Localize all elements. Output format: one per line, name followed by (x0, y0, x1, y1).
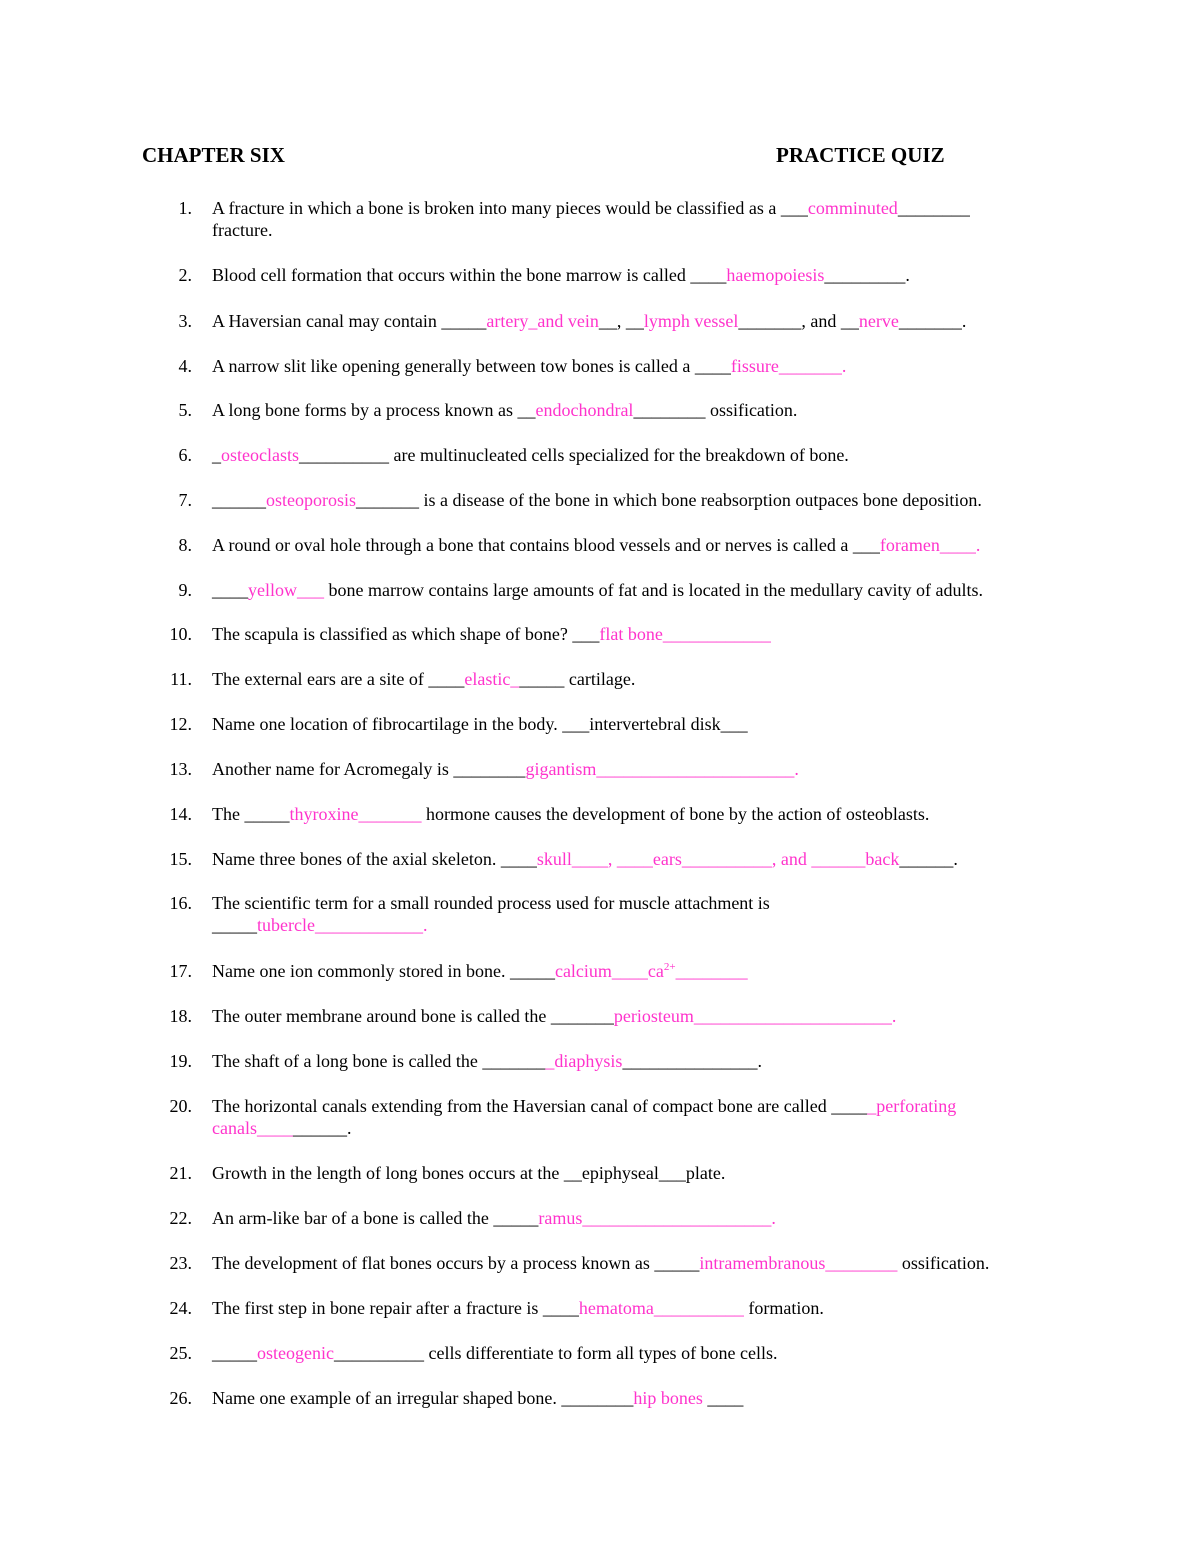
answer-text: nerve (858, 311, 899, 331)
answer-text: lymph vessel (643, 311, 739, 331)
question-number: 22. (169, 1208, 192, 1228)
answer-text: endochondral (535, 400, 634, 420)
prompt-text: The _____ (212, 804, 290, 824)
question-line (212, 444, 1072, 466)
question-text (212, 1297, 1072, 1319)
prompt-text: Name one location of fibrocartilage in the body. ___intervertebral disk___ (212, 714, 748, 734)
answer-text: yellow___ (248, 580, 324, 600)
prompt-text: The external ears are a site of ____ (212, 669, 465, 689)
prompt-text: ______ (212, 490, 266, 510)
question-line (212, 1387, 1072, 1409)
question-text (212, 758, 1072, 780)
question-text (212, 892, 1072, 936)
question-text (212, 1050, 1072, 1072)
question-number: 19. (169, 1051, 192, 1071)
prompt-text: _______. (898, 311, 967, 331)
question-line (212, 1297, 1072, 1319)
question-number: 11. (170, 669, 192, 689)
answer-text: ramus_____________________. (538, 1208, 776, 1228)
question-number: 20. (169, 1096, 192, 1116)
answer-text: periosteum______________________. (613, 1006, 897, 1026)
question-text (212, 1162, 1072, 1184)
question-number: 26. (169, 1388, 192, 1408)
prompt-text: _ (212, 445, 221, 465)
prompt-text: hormone causes the development of bone by the action of osteoblasts. (421, 804, 930, 824)
question-text (212, 1005, 1072, 1027)
prompt-text: Blood cell formation that occurs within the bone marrow is called ____ (212, 265, 727, 285)
prompt-text: ossification. (897, 1253, 990, 1273)
answer-text: elastic_ (464, 669, 520, 689)
question-text (212, 1387, 1072, 1409)
prompt-text: ______. (292, 1118, 352, 1138)
quiz-title: PRACTICE QUIZ (776, 143, 945, 167)
prompt-text: ________ ossification. (633, 400, 798, 420)
question-text (212, 713, 1072, 735)
answer-text: _perforating (867, 1096, 957, 1116)
question-number: 23. (169, 1253, 192, 1273)
question-number: 25. (169, 1343, 192, 1363)
prompt-text: Name one example of an irregular shaped bone. ________ (212, 1388, 634, 1408)
prompt-text: formation. (743, 1298, 824, 1318)
answer-text: comminuted (807, 198, 898, 218)
prompt-text: Another name for Acromegaly is ________ (212, 759, 526, 779)
answer-text: gigantism______________________. (525, 759, 799, 779)
prompt-text: The horizontal canals extending from the Haversian canal of compact bone are called ____ (212, 1096, 868, 1116)
question-text (212, 1342, 1072, 1364)
prompt-text: bone marrow contains large amounts of fat and is located in the medullary cavity of adults. (324, 580, 983, 600)
prompt-text: ____ (212, 580, 248, 600)
question-line (212, 1207, 1072, 1229)
prompt-text: The shaft of a long bone is called the _______ (212, 1051, 546, 1071)
question-text (212, 264, 1072, 286)
prompt-text: Name one ion commonly stored in bone. _____ (212, 961, 555, 981)
question-line (212, 892, 1072, 914)
question-line (212, 1095, 1072, 1117)
answer-text: artery_and vein (486, 311, 599, 331)
question-line (212, 399, 1072, 421)
question-line (212, 579, 1072, 601)
prompt-text: __________ are multinucleated cells specialized for the breakdown of bone. (299, 445, 849, 465)
question-number: 16. (169, 893, 192, 913)
prompt-text: Name three bones of the axial skeleton. ____ (212, 849, 537, 869)
question-line (212, 713, 1072, 735)
answer-text: osteoporosis (266, 490, 356, 510)
answer-text: hip bones (633, 1388, 708, 1408)
question-line (212, 264, 1072, 286)
question-line (212, 1050, 1072, 1072)
question-text (212, 489, 1072, 511)
question-number: 4. (178, 356, 192, 376)
question-text (212, 444, 1072, 466)
answer-text: hematoma__________ (578, 1298, 744, 1318)
question-text (212, 1207, 1072, 1229)
prompt-text: A long bone forms by a process known as __ (212, 400, 536, 420)
question-line (212, 534, 1072, 556)
question-line (212, 1342, 1072, 1364)
answer-text: ________ (675, 961, 748, 981)
prompt-text: _______, and __ (738, 311, 859, 331)
answer-superscript: 2+ (663, 961, 676, 973)
question-number: 18. (169, 1006, 192, 1026)
prompt-text: ______. (899, 849, 958, 869)
answer-text: _diaphysis (545, 1051, 623, 1071)
prompt-text: A narrow slit like opening generally between tow bones is called a ____ (212, 356, 731, 376)
question-line (212, 914, 1072, 936)
question-line (212, 803, 1072, 825)
prompt-text: Growth in the length of long bones occurs at the __epiphyseal___plate. (212, 1163, 726, 1183)
question-number: 9. (178, 580, 192, 600)
prompt-text: _____ (212, 915, 257, 935)
question-line (212, 1117, 1072, 1139)
answer-text: haemopoiesis (726, 265, 825, 285)
question-number: 6. (178, 445, 192, 465)
prompt-text: An arm-like bar of a bone is called the _____ (212, 1208, 539, 1228)
question-line (212, 848, 1072, 870)
prompt-text: The scapula is classified as which shape of bone? ___ (212, 624, 600, 644)
answer-text: fissure_______. (730, 356, 847, 376)
question-line (212, 355, 1072, 377)
question-text (212, 848, 1072, 870)
prompt-text: _____ (212, 1343, 257, 1363)
prompt-text: _____ cartilage. (519, 669, 636, 689)
question-line (212, 1252, 1072, 1274)
question-line (212, 219, 1072, 241)
answer-text: calcium____ca (554, 961, 664, 981)
question-text (212, 579, 1072, 601)
question-text (212, 803, 1072, 825)
answer-text: osteogenic (257, 1343, 334, 1363)
answer-text: intramembranous________ (699, 1253, 898, 1273)
answer-text: canals____ (212, 1118, 293, 1138)
question-number: 21. (169, 1163, 192, 1183)
question-line (212, 623, 1072, 645)
question-number: 8. (178, 535, 192, 555)
prompt-text: __________ cells differentiate to form all types of bone cells. (333, 1343, 778, 1363)
question-line (212, 1162, 1072, 1184)
question-text (212, 668, 1072, 690)
question-text (212, 960, 1072, 982)
answer-text: thyroxine_______ (289, 804, 422, 824)
question-text (212, 197, 1072, 241)
prompt-text: A round or oval hole through a bone that contains blood vessels and or nerves is called a ___ (212, 535, 880, 555)
answer-text: flat bone____________ (599, 624, 771, 644)
prompt-text: _______ is a disease of the bone in which bone reabsorption outpaces bone deposition. (356, 490, 982, 510)
question-number: 14. (169, 804, 192, 824)
question-text (212, 1095, 1072, 1139)
question-line (212, 197, 1072, 219)
question-number: 15. (169, 849, 192, 869)
prompt-text: A fracture in which a bone is broken into many pieces would be classified as a ___ (212, 198, 808, 218)
question-number: 2. (178, 265, 192, 285)
question-line (212, 489, 1072, 511)
question-number: 17. (169, 961, 192, 981)
question-number: 12. (169, 714, 192, 734)
prompt-text: ________ (897, 198, 970, 218)
question-number: 7. (178, 490, 192, 510)
question-number: 3. (178, 311, 192, 331)
prompt-text: fracture. (212, 220, 273, 240)
question-text (212, 310, 1072, 332)
answer-text: foramen____. (879, 535, 981, 555)
question-text (212, 1252, 1072, 1274)
question-line (212, 758, 1072, 780)
question-text (212, 623, 1072, 645)
question-number: 10. (169, 624, 192, 644)
answer-text: osteoclasts (221, 445, 299, 465)
question-line (212, 668, 1072, 690)
prompt-text: ____ (707, 1388, 744, 1408)
prompt-text: The outer membrane around bone is called the _______ (212, 1006, 614, 1026)
chapter-title: CHAPTER SIX (142, 143, 285, 167)
prompt-text: _________. (824, 265, 910, 285)
question-number: 13. (169, 759, 192, 779)
question-text (212, 355, 1072, 377)
question-number: 1. (178, 198, 192, 218)
question-number: 24. (169, 1298, 192, 1318)
prompt-text: __, __ (598, 311, 644, 331)
prompt-text: The scientific term for a small rounded process used for muscle attachment is (212, 893, 770, 913)
prompt-text: The development of flat bones occurs by a process known as _____ (212, 1253, 700, 1273)
question-number: 5. (178, 400, 192, 420)
prompt-text: A Haversian canal may contain _____ (212, 311, 487, 331)
answer-text: skull____, ____ears__________, and ______back (536, 849, 900, 869)
answer-text: tubercle____________. (257, 915, 428, 935)
question-line (212, 1005, 1072, 1027)
prompt-text: _______________. (622, 1051, 762, 1071)
question-line (212, 960, 1072, 982)
prompt-text: The first step in bone repair after a fracture is ____ (212, 1298, 579, 1318)
question-text (212, 399, 1072, 421)
question-line (212, 310, 1072, 332)
question-text (212, 534, 1072, 556)
